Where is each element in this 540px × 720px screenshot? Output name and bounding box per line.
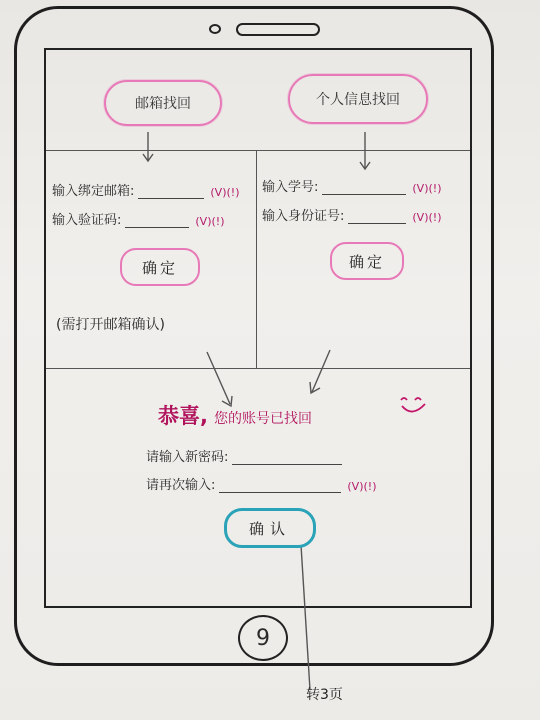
email-confirm-button[interactable] (120, 248, 200, 286)
home-button[interactable] (238, 615, 288, 661)
student-id-field-row (262, 176, 442, 195)
email-field-row (52, 180, 240, 199)
reset-confirm-label: 确认 (248, 519, 291, 538)
home-button-label: 9 (256, 625, 270, 651)
id-card-check-status: (V)(!) (412, 211, 442, 224)
id-card-label: 输入身份证号: (262, 209, 345, 224)
email-confirm-label: 确定 (141, 258, 178, 277)
repeat-password-input[interactable] (219, 480, 341, 493)
new-password-input[interactable] (232, 452, 342, 465)
verify-code-check-status: (V)(!) (195, 215, 225, 228)
account-recovered-text: 您的账号已找回 (213, 411, 312, 427)
email-check-status: (V)(!) (210, 186, 240, 199)
verify-code-input[interactable] (125, 215, 189, 228)
verify-code-field-row (52, 209, 225, 228)
student-id-check-status: (V)(!) (412, 182, 442, 195)
congrats-message (158, 400, 312, 430)
repeat-password-check-status: (V)(!) (347, 480, 377, 493)
personal-recovery-title-text: 个人信息找回 (316, 92, 400, 108)
personal-recovery-title (288, 74, 428, 124)
repeat-password-label: 请再次输入: (146, 478, 216, 493)
student-id-label: 输入学号: (262, 180, 319, 195)
id-card-input[interactable] (348, 211, 406, 224)
personal-confirm-label: 确定 (348, 252, 385, 271)
email-recovery-title (104, 80, 222, 126)
verify-code-label: 输入验证码: (52, 213, 122, 228)
student-id-input[interactable] (322, 182, 406, 195)
repeat-password-field-row (146, 474, 377, 493)
email-input[interactable] (138, 186, 204, 199)
smile-icon (398, 394, 430, 420)
email-field-label: 输入绑定邮箱: (52, 184, 135, 199)
email-confirm-note: (需打开邮箱确认) (56, 317, 165, 333)
page-note: 转3页 (306, 687, 343, 703)
new-password-field-row (146, 446, 342, 465)
id-card-field-row (262, 205, 442, 224)
reset-confirm-button[interactable] (224, 508, 316, 548)
new-password-label: 请输入新密码: (146, 450, 229, 465)
personal-confirm-button[interactable] (330, 242, 404, 280)
congrats-title: 恭喜, (158, 404, 208, 428)
email-recovery-title-text: 邮箱找回 (135, 96, 191, 112)
